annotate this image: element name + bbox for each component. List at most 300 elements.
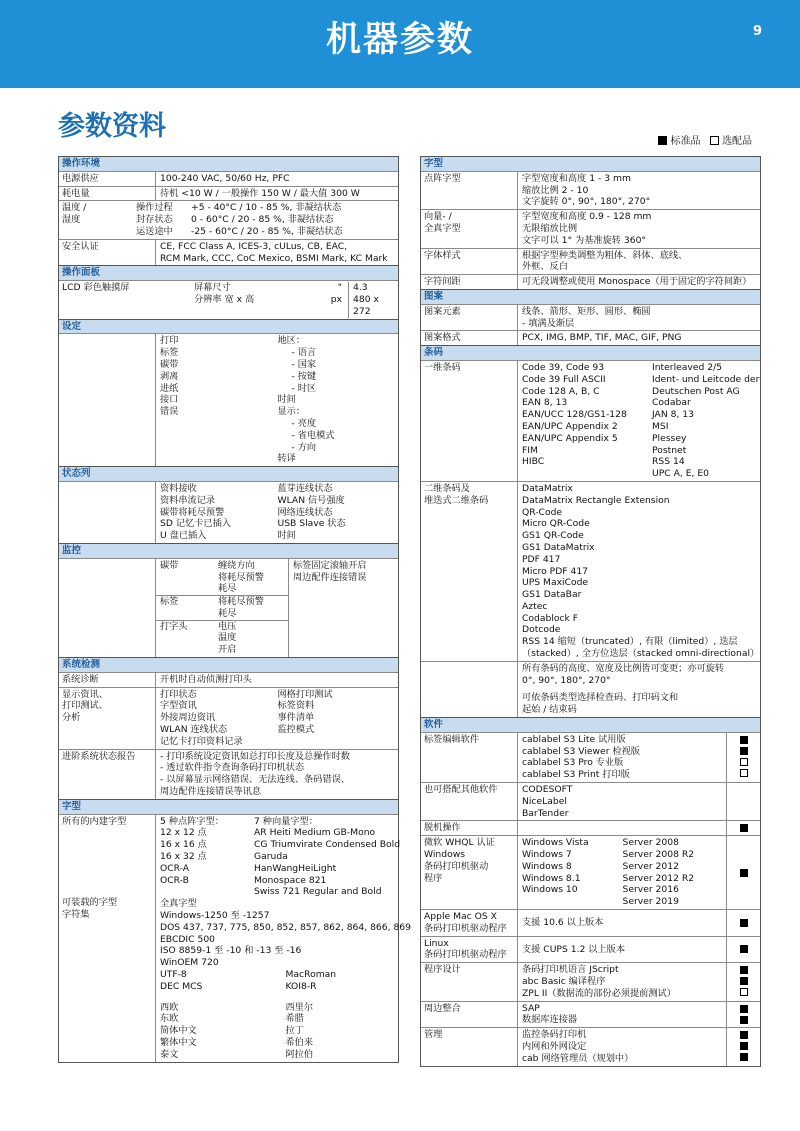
whql-label: Windows: [424, 849, 466, 861]
header-title: 机器参数: [325, 20, 474, 60]
section-head-software: 软件: [421, 717, 760, 732]
list-item: Windows 8: [522, 860, 572, 872]
availability-box: [726, 910, 760, 936]
row-value: 支援 CUPS 1.2 以上版本: [517, 937, 726, 963]
list-item: Swiss 721 Regular and Bold: [254, 886, 382, 898]
filled-square-icon: [740, 824, 748, 832]
list-item: Windows 10: [522, 884, 578, 896]
list-item: Windows Vista: [522, 837, 589, 849]
spec-row: [421, 209, 760, 247]
mac-label: Apple Mac OS X: [424, 911, 497, 923]
list-item: Server 2012 R2: [622, 872, 695, 884]
spec-row: [421, 835, 760, 909]
list-item: SD 记忆卡已插入: [160, 518, 231, 530]
spec-row: [421, 171, 760, 209]
list-item: 时间: [277, 394, 296, 406]
list-item: Server 2019: [622, 896, 679, 908]
vector-list: [254, 827, 411, 898]
row-label: 系统诊断: [62, 673, 99, 685]
list-item: Code 39, Code 93: [522, 361, 605, 373]
charset-list: [160, 910, 411, 969]
spec-row: [59, 239, 398, 266]
spec-row: [421, 1001, 760, 1028]
section-head-monitor: 监控: [59, 543, 398, 558]
availability-box: [726, 1028, 760, 1065]
row-value: [517, 1002, 726, 1028]
spec-row: [59, 333, 398, 466]
whql-label: 微软 WHQL 认证: [424, 837, 495, 849]
trans-label: 运送途中: [136, 225, 173, 237]
monitor-label-items: [218, 596, 284, 620]
list-item: 事件清单: [277, 712, 315, 724]
list-item: 转译: [277, 453, 296, 465]
list-item: - 按键: [291, 370, 317, 382]
page-number: 9: [752, 24, 762, 39]
row-label: 脱机操作: [424, 822, 461, 834]
row-label: [421, 910, 517, 936]
list-item: 标签固定滚轴开启: [293, 559, 367, 571]
monitor-head: 打字头: [160, 620, 188, 632]
list-item: GS1 DataBar: [522, 589, 582, 601]
spec-row: [59, 171, 398, 186]
vector-label: 全真字型: [424, 222, 461, 234]
spec-row: [421, 820, 760, 835]
windows-col2: [623, 837, 724, 908]
res-label: 分辨率 宽 x 高: [194, 293, 255, 305]
list-item: 资料串流记录: [160, 494, 216, 506]
res-value: 480 x 272: [348, 294, 395, 318]
list-item: - 透过软件指令查询条码打印机状态: [160, 762, 305, 774]
list-item: DataMatrix: [522, 482, 573, 494]
spec-row: [59, 814, 411, 1062]
list-item: Codablock F: [522, 612, 579, 624]
lcd-block: [59, 281, 398, 318]
status-col2: [278, 483, 396, 542]
list-item: cablabel S3 Lite 试用版: [522, 733, 626, 745]
list-item: PDF 417: [522, 553, 561, 565]
row-value: [517, 172, 760, 209]
list-item: abc Basic 编译程序: [522, 976, 606, 987]
list-item: 碳带: [160, 358, 179, 370]
row-label: [59, 334, 155, 466]
availability-box: [726, 1002, 760, 1028]
spec-row: [59, 672, 398, 687]
list-item: 字型资讯: [160, 700, 197, 712]
row-label: 字符间距: [424, 276, 461, 288]
list-item: 数据库连接器: [522, 1014, 578, 1026]
list-item: 泰文: [160, 1048, 179, 1060]
filled-square-icon: [740, 1042, 748, 1050]
size-unit: ": [337, 282, 342, 294]
list-item: 16 x 32 点: [160, 851, 207, 863]
list-item: cablabel S3 Pro 专业版: [522, 757, 624, 769]
charset-label: 字符集: [62, 909, 90, 921]
list-item: 碳带将耗尽预警: [160, 506, 225, 518]
availability-box: [726, 733, 760, 782]
linux-label: 条码打印机驱动程序: [424, 949, 507, 961]
spec-row: [421, 661, 760, 717]
list-item: 时间: [277, 530, 296, 542]
list-item: - 亮度: [291, 417, 317, 429]
windows-col1: [522, 837, 623, 908]
list-item: 开启: [218, 644, 237, 656]
row-value: [517, 836, 726, 909]
row-label: [421, 937, 517, 963]
list-item: cab 网络管理员（规划中）: [522, 1052, 634, 1064]
barcode-note: 所有条码的高度、宽度及比例皆可变更；亦可旋转: [522, 662, 725, 674]
spec-row: [421, 304, 760, 331]
list-item: Monospace 821: [254, 874, 327, 886]
list-item: CG Triumvirate Condensed Bold: [254, 839, 401, 851]
list-item: 缩放比例 2 - 10: [522, 184, 589, 196]
fonts-values: [155, 815, 414, 1062]
row-label: 耗电量: [62, 187, 90, 199]
row-value: 开机时自动侦测打印头: [155, 673, 398, 687]
row-label: 安全认证: [62, 240, 99, 252]
list-item: OCR-A: [160, 862, 190, 874]
list-item: DataMatrix Rectangle Extension: [522, 494, 670, 506]
vector-fonts: [254, 816, 411, 899]
legend: [658, 132, 752, 147]
list-item: QR-Code: [522, 506, 563, 518]
spec-row: [421, 1027, 760, 1065]
list-item: - 国家: [291, 358, 317, 370]
row-label: 字体样式: [424, 249, 461, 261]
list-item: RSS 14 缩短（truncated）, 有限（limited）, 迭层: [522, 636, 738, 648]
loadable-value: 全真字型: [160, 898, 197, 910]
list-item: U 盘已插入: [160, 530, 207, 542]
list-item: JAN 8, 13: [652, 409, 695, 421]
section-head-barcodes: 条码: [421, 345, 760, 360]
list-item: WinOEM 720: [160, 957, 219, 969]
list-item: Server 2016: [622, 884, 679, 896]
filled-square-icon: [740, 1031, 748, 1039]
row-value: 100-240 VAC, 50/60 Hz, PFC: [155, 172, 398, 186]
barcode-1d-col2: [652, 362, 759, 480]
list-item: Windows 8.1: [522, 872, 581, 884]
row-label: [421, 662, 517, 717]
row-value: [517, 210, 760, 247]
row-value: [517, 963, 726, 1000]
row-label: 管理: [424, 1029, 443, 1041]
row-value: [517, 305, 760, 331]
row-label: [421, 482, 517, 661]
row-value: 待机 <10 W / 一般操作 150 W / 最大值 300 W: [155, 187, 398, 201]
row-label: 点阵字型: [424, 172, 461, 184]
filled-square-icon: [658, 136, 667, 145]
section-head-settings: 设定: [59, 319, 398, 334]
list-item: 周边配件连接错误等讯息: [160, 786, 262, 798]
info-values: [155, 688, 398, 749]
list-item: ZPL II（数据流的部份必须提前测试）: [522, 987, 676, 999]
row-label: 标签编辑软件: [424, 733, 480, 745]
list-item: 文字旋转 0°, 90°, 180°, 270°: [522, 196, 651, 208]
availability-box: [726, 821, 760, 835]
list-item: OCR-B: [160, 874, 189, 886]
list-item: 16 x 16 点: [160, 839, 207, 851]
list-item: 阿拉伯: [285, 1048, 314, 1060]
charset-item: MacRoman: [285, 969, 337, 980]
list-item: Garuda: [254, 851, 288, 863]
row-value: 可无段调整或使用 Monospace（用于固定的字符间距）: [517, 275, 760, 289]
spec-row: [59, 749, 398, 799]
list-item: Windows 7: [522, 849, 572, 861]
filled-square-icon: [740, 747, 748, 755]
monitor-values: [155, 559, 398, 657]
barcode-note: 可依条码类型选择检查码、打印码文和: [522, 692, 679, 704]
row-value: [187, 201, 398, 238]
empty-square-icon: [710, 136, 719, 145]
humid-label: 湿度: [62, 214, 81, 226]
row-label: 电源供应: [62, 172, 99, 184]
row-value: [517, 783, 726, 820]
list-item: UPS MaxiCode: [522, 577, 589, 589]
list-item: - 时区: [291, 382, 317, 394]
list-item: 拉丁: [285, 1025, 304, 1037]
header-banner: [0, 0, 800, 88]
list-item: 繁体中文: [160, 1036, 197, 1048]
list-item: - 方向: [291, 441, 317, 453]
row-value: [517, 662, 760, 717]
spec-row: [59, 280, 398, 318]
section-head-env: 操作环境: [59, 157, 398, 171]
availability-box: [726, 937, 760, 963]
charset-item: DEC MCS: [160, 980, 203, 992]
vector-label: 向量- /: [424, 211, 452, 223]
empty-square-icon: [740, 769, 748, 777]
list-item: 内网和外网设定: [522, 1040, 587, 1052]
list-item: 剥离: [160, 370, 179, 382]
spec-row: [59, 200, 398, 238]
row-label: 图案格式: [424, 332, 461, 344]
list-item: 打印状态: [160, 688, 197, 700]
row-label: 周边整合: [424, 1002, 461, 1014]
loadable-label: 可装载的字型: [62, 897, 118, 909]
list-item: Server 2008: [622, 837, 679, 849]
row-label: 程序设计: [424, 964, 461, 976]
list-item: （stacked）, 全方位迭层（stacked omni-directional）: [522, 648, 760, 660]
list-item: 网络连线状态: [277, 506, 333, 518]
availability-box: [726, 783, 760, 820]
legend-standard: 标准品: [670, 136, 701, 147]
op-value: +5 - 40°C / 10 - 85 %, 非凝结状态: [191, 202, 342, 214]
list-item: EAN/UCC 128/GS1-128: [522, 409, 627, 421]
list-item: 根据字型种类调整为粗体、斜体、底线、: [522, 249, 688, 261]
spec-row: [421, 330, 760, 345]
list-item: 条码打印机语言 JScript: [522, 964, 619, 976]
list-item: 进纸: [160, 382, 179, 394]
info-label: 显示资讯、: [62, 688, 108, 700]
filled-square-icon: [740, 966, 748, 974]
list-item: EBCDIC 500: [160, 933, 216, 945]
list-item: 字型宽度和高度 0.9 - 128 mm: [522, 211, 652, 223]
info-col1: [160, 689, 278, 748]
mac-label: 条码打印机驱动程序: [424, 922, 507, 934]
list-item: 东欧: [160, 1013, 179, 1025]
list-item: - 以屏幕显示网络错误、无法连线、条码错误、: [160, 774, 350, 786]
row-value: [517, 733, 726, 782]
whql-label: 程序: [424, 872, 443, 884]
list-item: WLAN 信号强度: [277, 494, 345, 506]
list-item: 将耗尽预警: [218, 596, 264, 608]
list-item: HanWangHeiLight: [254, 862, 337, 874]
list-item: 显示：: [277, 406, 306, 418]
charset-pairs: [160, 969, 411, 993]
availability-box: [726, 836, 760, 909]
list-item: 接口: [160, 394, 179, 406]
spec-row: [421, 274, 760, 289]
spec-row: [421, 936, 760, 963]
list-item: 周边配件连接错误: [293, 571, 367, 583]
linux-label: Linux: [424, 937, 449, 949]
list-item: 12 x 12 点: [160, 827, 207, 839]
list-item: DOS 437, 737, 775, 850, 852, 857, 862, 864, 866, 869: [160, 921, 411, 933]
list-item: Codabar: [652, 397, 691, 409]
bitmap-head: 5 种点阵字型：: [160, 815, 224, 827]
list-item: cablabel S3 Print 打印版: [522, 769, 630, 781]
monitor-label: 标签: [160, 596, 179, 608]
list-item: 线条、箭形、矩形、圆形、椭圆: [522, 305, 651, 317]
bitmap-fonts: [160, 816, 254, 899]
list-item: 文字可以 1° 为基准旋转 360°: [522, 234, 647, 246]
row-label: 也可搭配其他软件: [424, 784, 498, 796]
row-value: [155, 240, 398, 266]
list-item: WLAN 连线状态: [160, 724, 228, 736]
list-item: EAN/UPC Appendix 5: [522, 432, 618, 444]
list-item: 标签: [160, 347, 179, 359]
safety-line: RCM Mark, CCC, CoC Mexico, BSMI Mark, KC Mark: [160, 252, 388, 264]
list-item: USB Slave 状态: [277, 518, 346, 530]
list-item: UPC A, E, E0: [652, 468, 710, 480]
info-col2: [278, 689, 396, 748]
charset-item: KOI8-R: [285, 980, 317, 992]
list-item: NiceLabel: [522, 795, 567, 807]
filled-square-icon: [740, 945, 748, 953]
list-item: FIM: [522, 444, 538, 456]
list-item: - 省电模式: [291, 429, 335, 441]
whql-label: 条码打印机驱动: [424, 860, 489, 872]
list-item: Postnet: [652, 444, 687, 456]
spec-row: [421, 962, 760, 1000]
list-item: HIBC: [522, 456, 545, 468]
filled-square-icon: [740, 919, 748, 927]
spec-row: [59, 481, 398, 543]
spec-row: [421, 360, 760, 481]
page-title: 参数资料: [58, 111, 166, 142]
list-item: 记忆卡打印资料记录: [160, 735, 243, 747]
monitor-ribbon-items: [218, 560, 284, 595]
two-label: 堆迭式二维条码: [424, 494, 489, 506]
filled-square-icon: [740, 1016, 748, 1024]
section-head-fonts: 字型: [59, 799, 398, 814]
section-head-graphics: 图案: [421, 289, 760, 304]
empty-square-icon: [740, 758, 748, 766]
legend-optional: 选配品: [722, 136, 752, 147]
list-item: 地区：: [277, 335, 306, 347]
list-item: 希腊: [285, 1013, 304, 1025]
info-label: 分析: [62, 712, 81, 724]
availability-box: [726, 963, 760, 1000]
bitmap-list: [160, 827, 254, 886]
list-item: EAN 8, 13: [522, 397, 568, 409]
list-item: 蓝芽连线状态: [277, 482, 333, 494]
list-item: ISO 8859-1 至 -10 和 -13 至 -16: [160, 945, 302, 957]
list-item: SAP: [522, 1002, 540, 1014]
list-item: 无限缩放比例: [522, 222, 578, 234]
row-label: [421, 836, 517, 909]
list-item: - 填满及渐层: [522, 317, 575, 329]
section-head-fonts-r: 字型: [421, 157, 760, 171]
list-item: GS1 DataMatrix: [522, 541, 595, 553]
row-label: 图案元素: [424, 305, 461, 317]
left-spec-table: [58, 156, 411, 1063]
row-label: [421, 210, 517, 247]
res-unit: px: [330, 293, 342, 305]
list-item: cablabel S3 Viewer 检视版: [522, 745, 640, 757]
spec-row: [421, 909, 760, 936]
list-item: 监控模式: [277, 724, 315, 736]
filled-square-icon: [740, 1053, 748, 1061]
store-value: 0 - 60°C / 20 - 85 %, 非凝结状态: [191, 214, 334, 226]
row-label: [59, 482, 155, 543]
row-label: [59, 815, 155, 1062]
list-item: 资料接收: [160, 482, 197, 494]
monitor-right: [288, 559, 398, 657]
list-item: 字型宽度和高度 1 - 3 mm: [522, 172, 631, 184]
row-label: 进阶系统状态报告: [62, 750, 136, 762]
list-item: 网格打印测试: [277, 688, 333, 700]
list-item: 打印: [160, 335, 179, 347]
list-item: 耗尽: [218, 607, 237, 619]
filled-square-icon: [740, 869, 748, 877]
list-item: Windows-1250 至 -1257: [160, 910, 270, 922]
settings-col2: [278, 335, 396, 465]
list-item: Micro PDF 417: [522, 565, 589, 577]
list-item: Aztec: [522, 600, 548, 612]
charset-pair: [160, 981, 411, 993]
list-item: Server 2008 R2: [622, 849, 695, 861]
list-item: EAN/UPC Appendix 2: [522, 420, 618, 432]
monitor-ribbon: 碳带: [160, 559, 179, 571]
list-item: Code 39 Full ASCII: [522, 373, 606, 385]
charset-pair: [160, 969, 411, 981]
section-head-status: 状态列: [59, 466, 398, 481]
list-item: 缠绕方向: [218, 559, 255, 571]
settings-values: [155, 334, 398, 466]
row-label: [59, 688, 155, 749]
list-item: 西里尔: [285, 1001, 314, 1013]
row-value: [517, 482, 762, 661]
filled-square-icon: [740, 1005, 748, 1013]
row-value: [517, 821, 726, 835]
list-item: BarTender: [522, 807, 569, 819]
list-item: 电压: [218, 620, 237, 632]
list-item: 希伯来: [285, 1036, 314, 1048]
list-item: MSI: [652, 420, 669, 432]
status-values: [155, 482, 398, 543]
info-label: 打印测试、: [62, 700, 108, 712]
list-item: - 打印系统设定资讯如总打印长度及总操作时数: [160, 750, 350, 762]
list-item: 将耗尽预警: [218, 571, 264, 583]
vector-head: 7 种向量字型：: [254, 815, 318, 827]
list-item: Interleaved 2/5: [652, 361, 723, 373]
barcode-note: 0°, 90°, 180°, 270°: [522, 674, 611, 686]
spec-row: [421, 481, 760, 661]
builtin-label: 所有的内建字型: [62, 815, 127, 827]
list-item: Deutschen Post AG: [652, 385, 740, 397]
spec-row: [421, 732, 760, 782]
row-value: [517, 361, 762, 481]
